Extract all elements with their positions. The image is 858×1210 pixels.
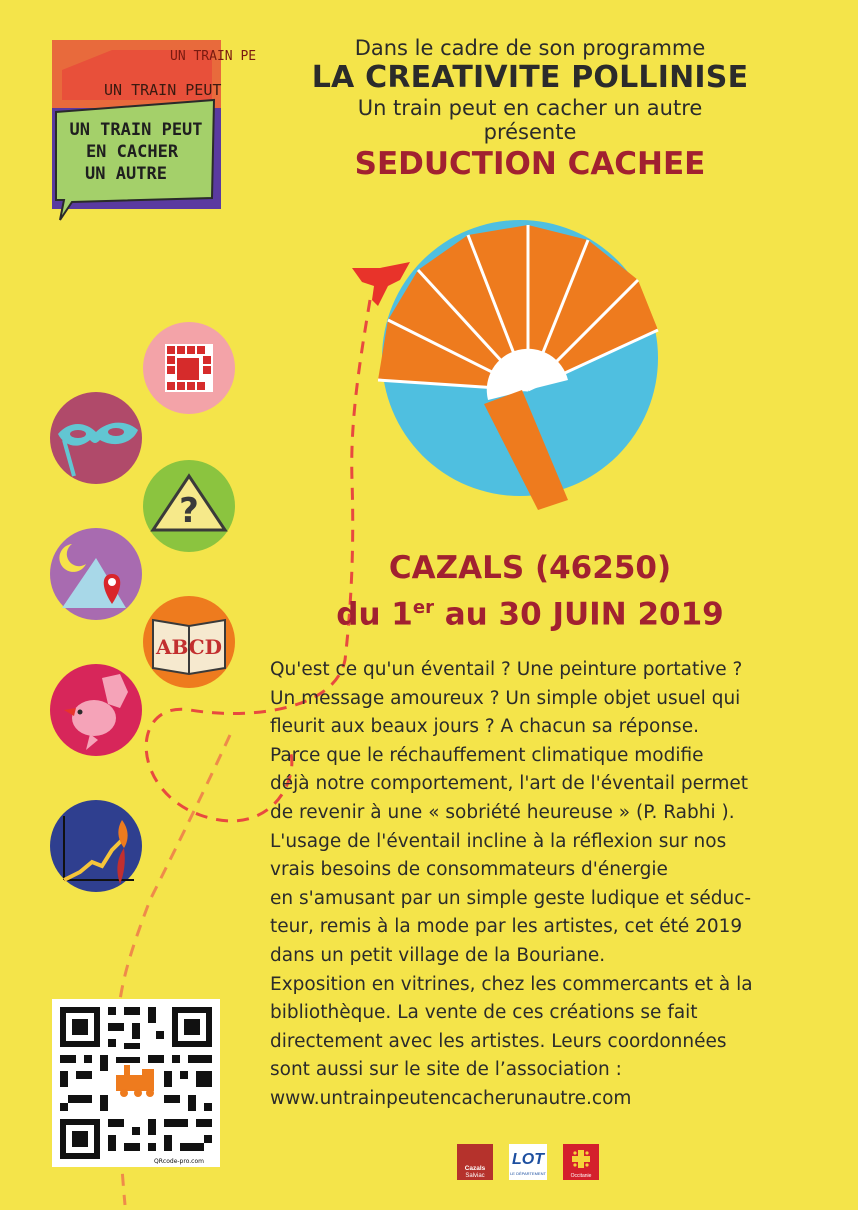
event-description	[270, 656, 810, 1114]
description-line: en s'amusant par un simple geste ludique et séduc-	[270, 887, 752, 909]
description-line: Qu'est ce qu'un éventail ? Une peinture portative ?	[270, 659, 743, 680]
occitan-cross-icon	[572, 1150, 590, 1168]
cazals-line-2: Salviac	[465, 1173, 485, 1179]
description-line: sont aussi sur le site de l’association :	[270, 1059, 622, 1081]
qr-code[interactable]	[52, 999, 220, 1167]
event-title: SEDUCTION CACHEE	[354, 146, 706, 182]
songbird-icon	[50, 664, 142, 756]
flame-chart-icon	[50, 800, 142, 892]
abcd-book-circle	[143, 596, 235, 688]
bird-icon-circle	[50, 664, 142, 756]
dates-superscript: er	[412, 597, 434, 618]
logo-bg-text-2: UN TRAIN PEUT	[104, 81, 222, 99]
description-line: dans un petit village de la Bouriane.	[270, 944, 606, 966]
occitanie-logo-art	[563, 1144, 599, 1180]
logo-line-1: UN TRAIN PEUT	[69, 120, 203, 140]
cazals-line-1: Cazals	[464, 1165, 486, 1172]
abcd-text: ABCD	[155, 635, 223, 659]
description-line: directement avec les artistes. Leurs coordonnées	[270, 1030, 727, 1052]
cazals-salviac-logo	[457, 1144, 493, 1180]
logo-line-3: UN AUTRE	[85, 164, 167, 184]
grid-icon-circle	[143, 322, 235, 414]
grid-icon	[143, 322, 235, 414]
growth-icon-circle	[50, 800, 142, 892]
dates-start: du 1	[336, 596, 413, 633]
event-dates	[260, 588, 800, 634]
mask-icon-circle	[50, 392, 142, 484]
book-icon	[143, 596, 235, 688]
occitanie-logo	[563, 1144, 599, 1180]
warning-icon	[143, 460, 235, 552]
qr-caption: QRcode-pro.com	[154, 1158, 204, 1165]
location-icon-circle	[50, 528, 142, 620]
description-line: Un message amoureux ? Un simple objet usuel qui	[270, 687, 741, 709]
logo-line-2: EN CACHER	[85, 142, 179, 162]
presents-line: présente	[483, 120, 577, 144]
lot-main: LOT	[512, 1151, 544, 1168]
lot-department-logo	[509, 1144, 547, 1180]
mask-icon	[50, 392, 142, 484]
description-line: de revenir à une « sobriété heureuse » (P. Rabhi ).	[270, 801, 735, 823]
qr-code-pattern	[52, 999, 220, 1167]
fan-illustration	[380, 218, 660, 498]
lot-sub: LE DÉPARTEMENT	[510, 1171, 546, 1176]
question-mark: ?	[179, 491, 199, 531]
description-line: déjà notre comportement, l'art de l'éventail permet	[270, 773, 748, 795]
website-link[interactable]: www.untrainpeutencacherunautre.com	[270, 1087, 632, 1109]
description-line: vrais besoins de consommateurs d'énergie	[270, 859, 668, 881]
description-line: L'usage de l'éventail incline à la réflexion sur nos	[270, 830, 727, 852]
lot-logo-art	[509, 1144, 547, 1180]
description-line: Parce que le réchauffement climatique modifie	[270, 744, 704, 766]
dates-end: au 30 JUIN 2019	[433, 596, 724, 633]
map-pin-icon	[50, 528, 142, 620]
occitanie-label: Occitanie	[570, 1173, 592, 1179]
description-line: fleurit aux beaux jours ? A chacun sa réponse.	[270, 716, 699, 738]
warning-icon-circle	[143, 460, 235, 552]
description-line: bibliothèque. La vente de ces créations se fait	[270, 1002, 698, 1024]
program-title: LA CREATIVITE POLLINISE	[311, 60, 749, 95]
event-city: CAZALS (46250)	[388, 550, 672, 586]
place-and-dates	[260, 548, 800, 634]
association-name: Un train peut en cacher un autre	[357, 96, 703, 120]
logo-bg-text-1: UN TRAIN PE	[170, 49, 257, 64]
intro-line: Dans le cadre de son programme	[354, 36, 706, 60]
cazals-logo-art	[457, 1144, 493, 1180]
description-line: Exposition en vitrines, chez les commercants et à la	[270, 973, 753, 995]
description-line: teur, remis à la mode par les artistes, cet été 2019	[270, 916, 743, 938]
